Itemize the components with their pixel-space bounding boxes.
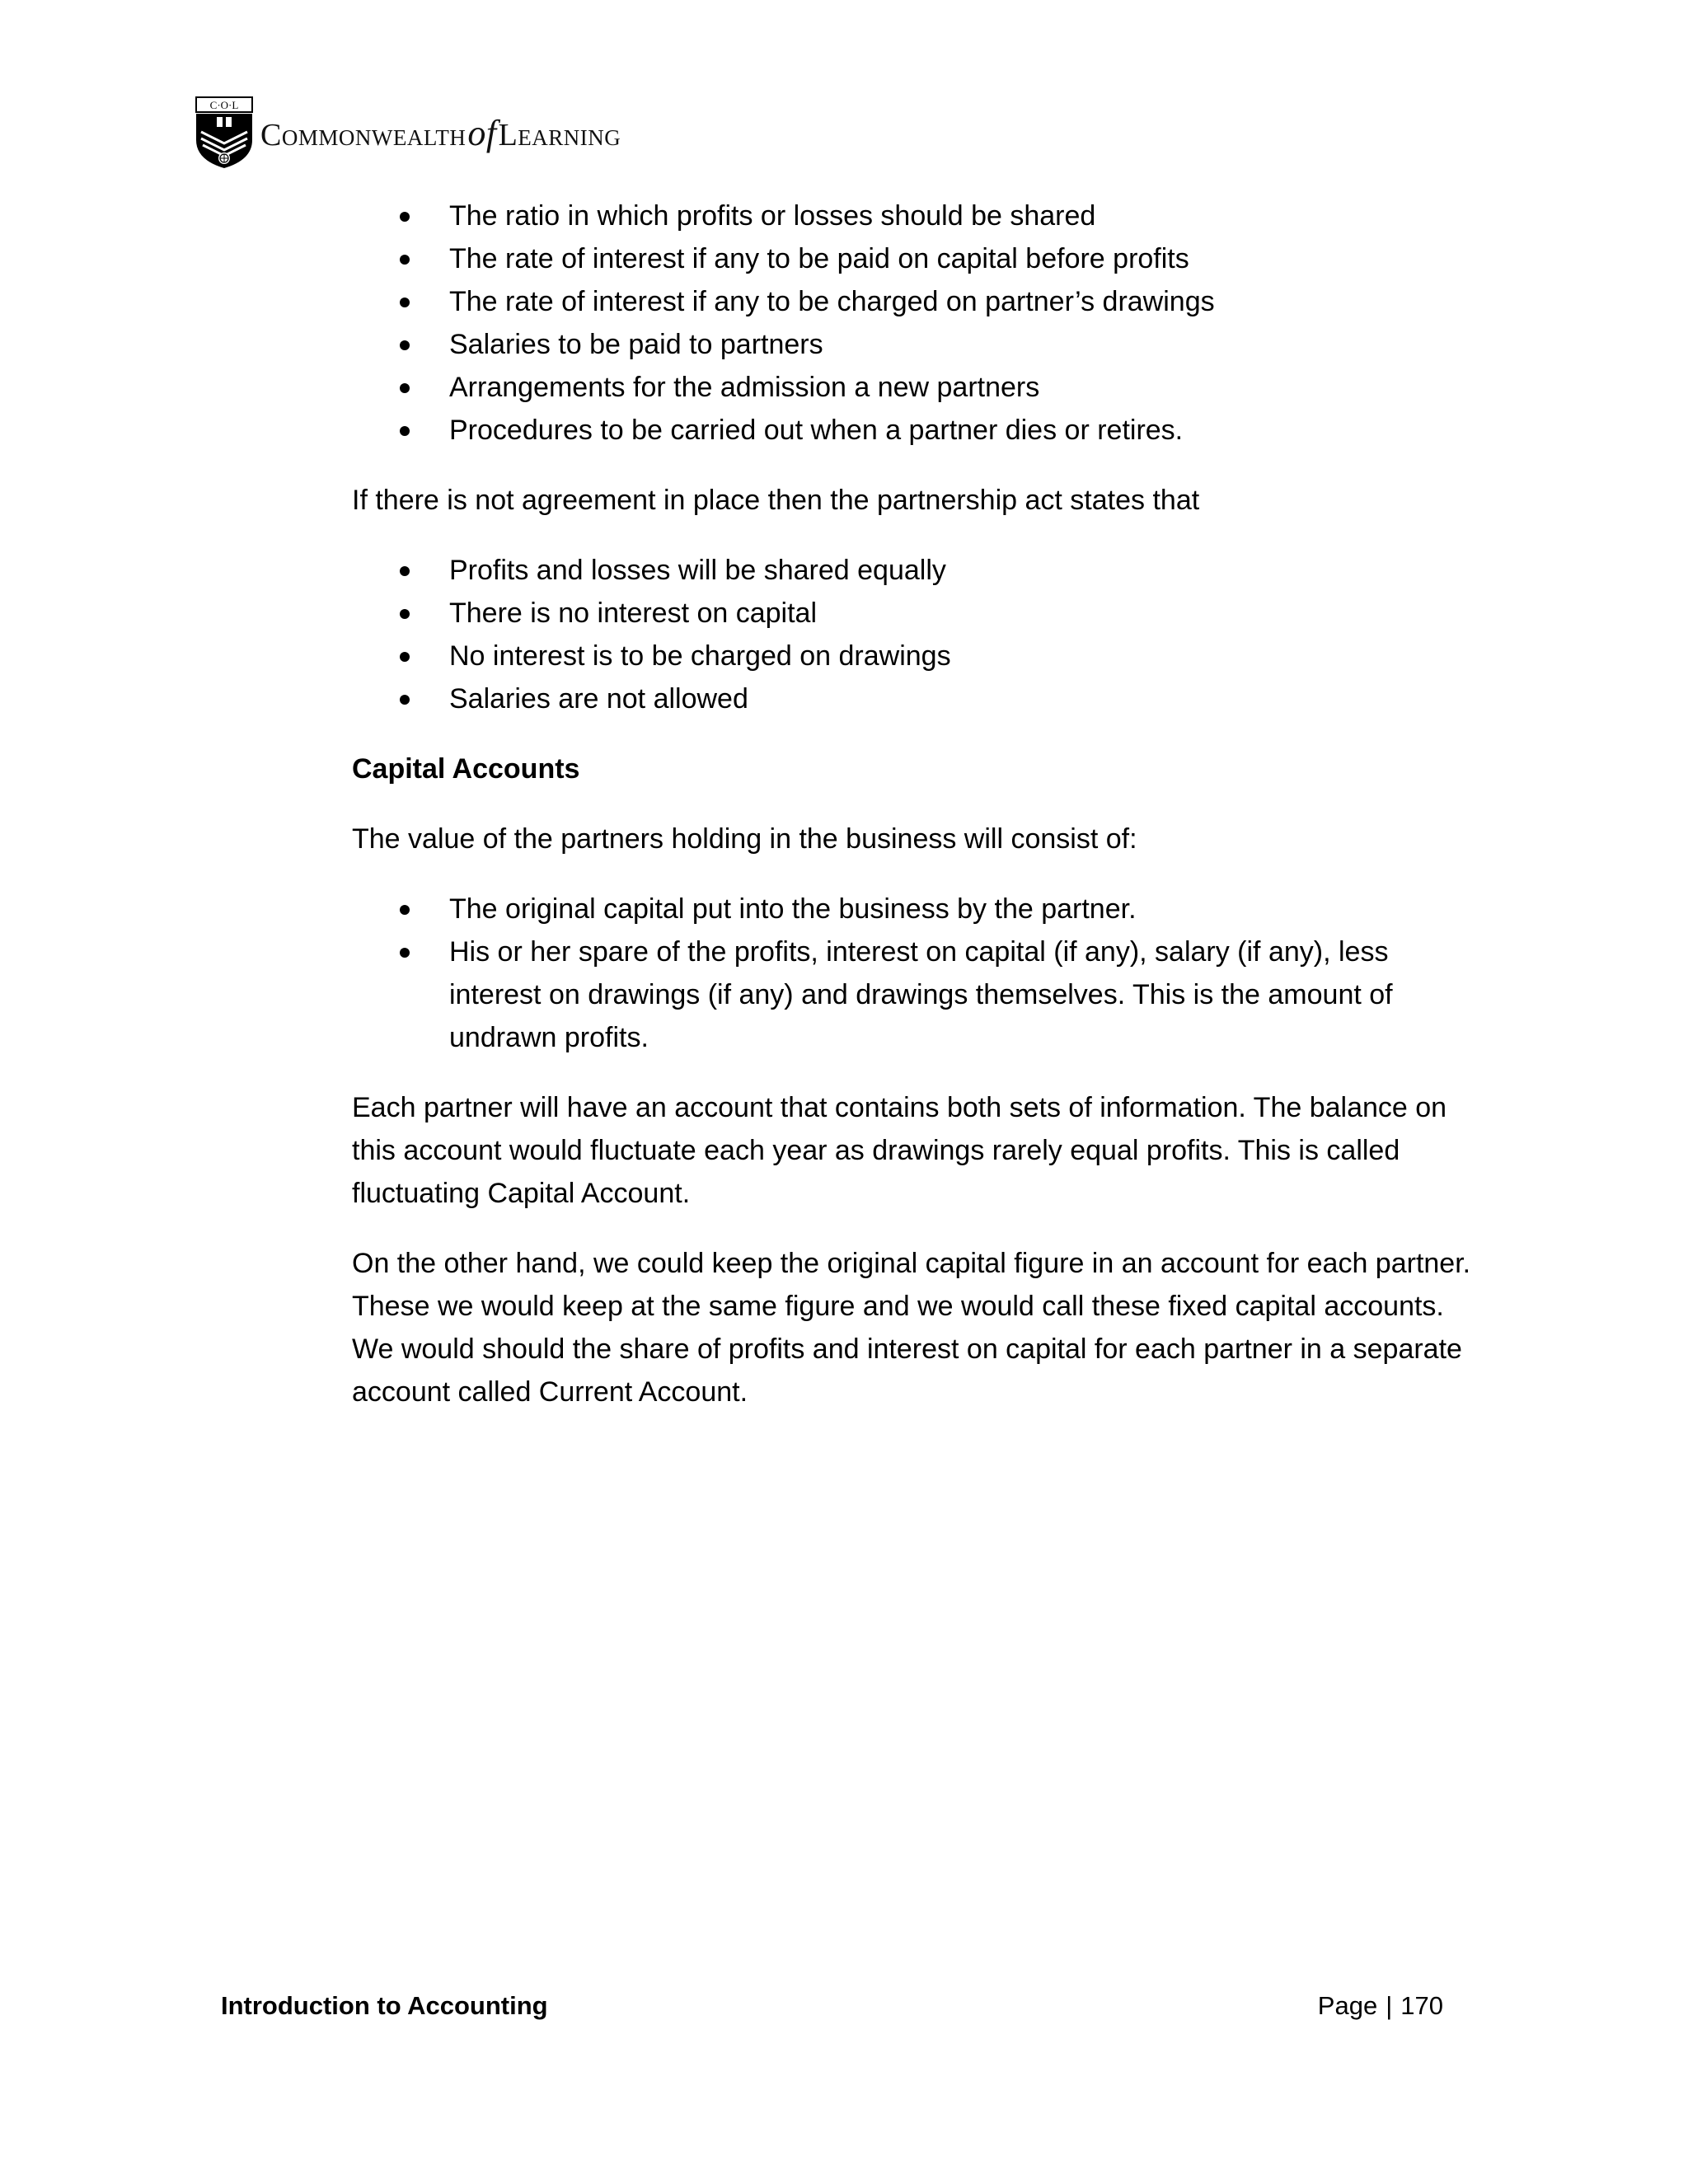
bullet-icon <box>400 383 410 393</box>
list-item-text: There is no interest on capital <box>449 598 818 629</box>
header-logo <box>195 96 621 170</box>
list-item <box>352 930 1489 1059</box>
list-item <box>352 366 1489 409</box>
list-item-text: His or her spare of the profits, interest on capital (if any), salary (if any), less interest on drawings (if any) and drawings themselves. This is the amount of undrawn profits. <box>449 936 1393 1053</box>
bullet-list-holding-components <box>352 888 1489 1059</box>
paragraph-fluctuating-capital: Each partner will have an account that contains both sets of information. The balance on this account would fluctuate each year as drawings rarely equal profits. This is called fluctuating Capital Account. <box>352 1092 1447 1209</box>
bullet-icon <box>400 340 410 350</box>
list-item <box>352 549 1489 592</box>
footer-page-number <box>1318 1988 1443 2024</box>
bullet-icon <box>400 426 410 436</box>
page-number: 170 <box>1400 1991 1443 2020</box>
bullet-list-partnership-act <box>352 549 1489 720</box>
paragraph-no-agreement: If there is not agreement in place then the partnership act states that <box>352 485 1200 516</box>
paragraph-holding-value: The value of the partners holding in the business will consist of: <box>352 823 1137 855</box>
bullet-icon <box>400 255 410 265</box>
list-item <box>352 409 1489 452</box>
bullet-icon <box>400 212 410 222</box>
list-item <box>352 194 1489 237</box>
bullet-icon <box>400 652 410 662</box>
list-item-text: The ratio in which profits or losses should be shared <box>449 200 1096 232</box>
list-item-text: Salaries to be paid to partners <box>449 329 823 360</box>
list-item <box>352 635 1489 677</box>
list-item-text: The original capital put into the business by the partner. <box>449 893 1137 925</box>
list-item-text: Salaries are not allowed <box>449 683 748 715</box>
page-content <box>352 194 1489 1413</box>
list-item-text: Profits and losses will be shared equally <box>449 555 946 586</box>
list-item-text: The rate of interest if any to be paid on capital before profits <box>449 243 1189 274</box>
bullet-icon <box>400 566 410 576</box>
bullet-list-agreement-terms <box>352 194 1489 452</box>
section-heading: Capital Accounts <box>352 753 580 785</box>
list-item <box>352 237 1489 280</box>
bullet-icon <box>400 905 410 915</box>
col-crest-icon <box>195 96 254 170</box>
list-item-text: Arrangements for the admission a new partners <box>449 372 1040 403</box>
list-item <box>352 888 1489 930</box>
bullet-icon <box>400 609 410 619</box>
page-separator: | <box>1386 1991 1393 2020</box>
list-item <box>352 280 1489 323</box>
footer-document-title: Introduction to Accounting <box>221 1991 548 2020</box>
list-item-text: Procedures to be carried out when a partner dies or retires. <box>449 415 1184 446</box>
bullet-icon <box>400 298 410 307</box>
list-item <box>352 323 1489 366</box>
list-item-text: The rate of interest if any to be charged on partner’s drawings <box>449 286 1215 317</box>
logo-wordmark: CommonwealthofLearning <box>260 112 621 153</box>
list-item-text: No interest is to be charged on drawings <box>449 640 951 672</box>
list-item <box>352 677 1489 720</box>
page-label: Page <box>1317 1991 1378 2020</box>
svg-text:C·O·L: C·O·L <box>209 99 239 111</box>
paragraph-fixed-capital: On the other hand, we could keep the original capital figure in an account for each partner. These we would keep at the same figure and we would call these fixed capital accounts. We would should the share of profits and interest on capital for each partner in a separate account called Current Account. <box>352 1248 1471 1408</box>
bullet-icon <box>400 695 410 705</box>
bullet-icon <box>400 948 410 958</box>
list-item <box>352 592 1489 635</box>
